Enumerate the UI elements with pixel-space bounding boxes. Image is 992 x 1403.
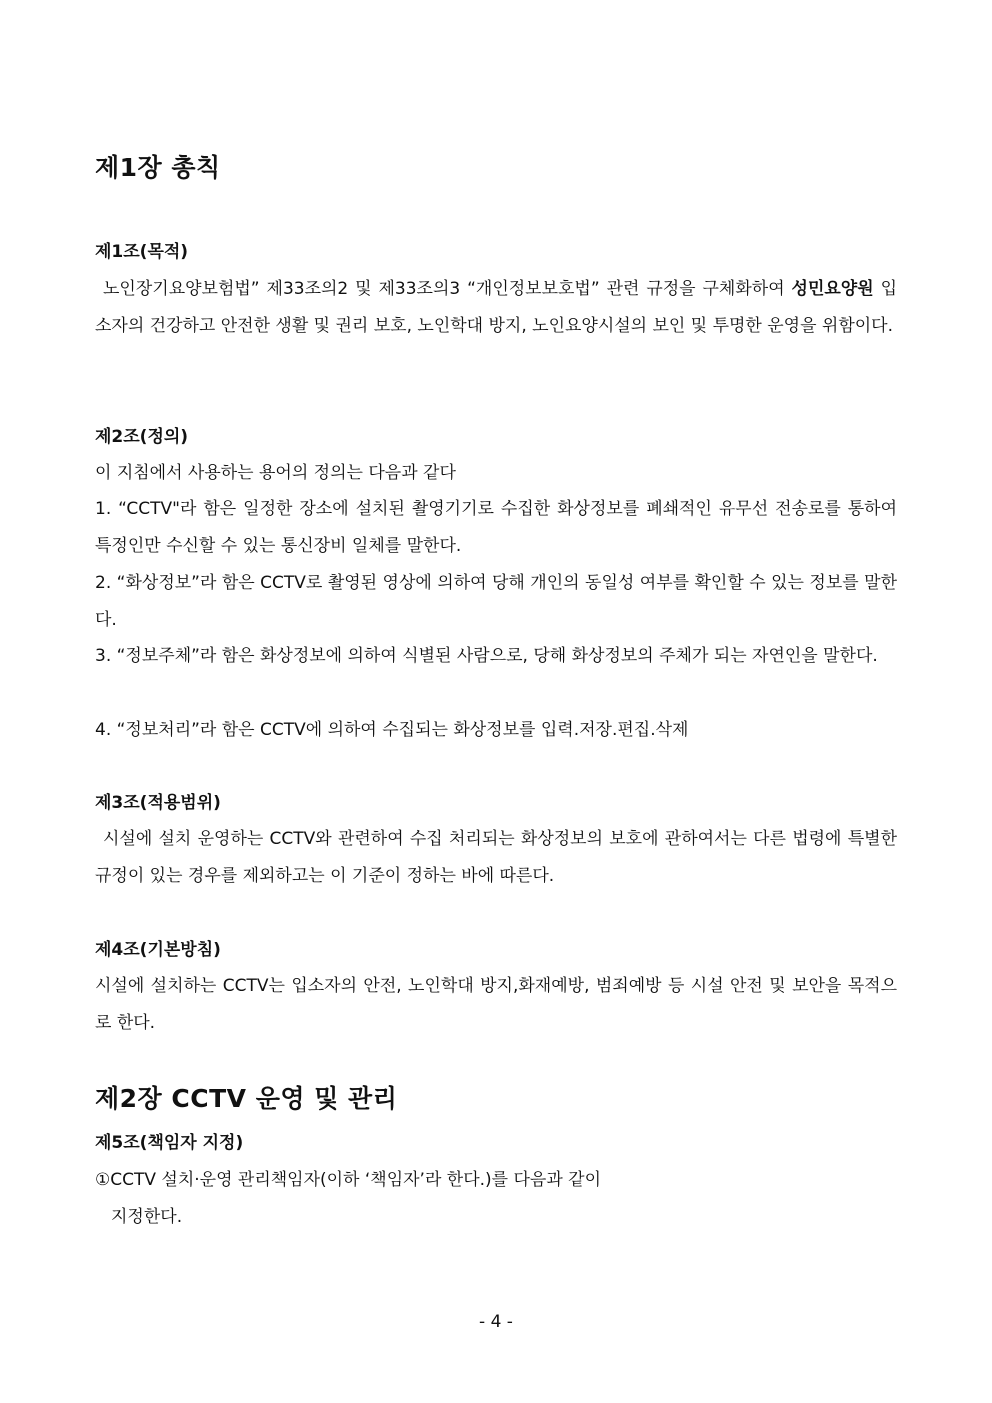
article-1-title: 제1조(목적)	[95, 242, 189, 262]
article-2-item-2: 2. “화상정보”라 함은 CCTV로 촬영된 영상에 의하여 당해 개인의 동일성 여부를 확인할 수 있는 정보를 말한다.	[95, 573, 897, 630]
article-4-title: 제4조(기본방침)	[95, 940, 221, 960]
article-5-title: 제5조(책임자 지정)	[95, 1133, 244, 1153]
article-2-item-4: 4. “정보처리”라 함은 CCTV에 의하여 수집되는 화상정보를 입력.저장.편집.삭제	[95, 720, 689, 740]
chapter-1-title: 제1장 총칙	[95, 153, 221, 182]
article-2-item-1: 1. “CCTV"라 함은 일정한 장소에 설치된 촬영기기로 수집한 화상정보를 폐쇄적인 유무선 전송로를 통하여 특정인만 수신할 수 있는 통신장비 일체를 말한다.	[95, 499, 897, 556]
facility-name: 성민요양원	[791, 279, 874, 299]
article-5-line-1: ①CCTV 설치·운영 관리책임자(이하 ‘책임자’라 한다.)를 다음과 같이	[95, 1170, 602, 1190]
article-3-title: 제3조(적용범위)	[95, 793, 221, 813]
article-2-intro: 이 지침에서 사용하는 용어의 정의는 다음과 같다	[95, 463, 456, 483]
article-2-title: 제2조(정의)	[95, 427, 189, 447]
article-1-text-a: 노인장기요양보험법” 제33조의2 및 제33조의3 “개인정보보호법” 관련 규정을 구체화하여	[103, 279, 792, 299]
article-3-text: 시설에 설치 운영하는 CCTV와 관련하여 수집 처리되는 화상정보의 보호에 관하여서는 다른 법령에 특별한 규정이 있는 경우를 제외하고는 이 기준이 정하는 바에 따른다.	[95, 829, 897, 886]
article-1-text	[95, 271, 897, 345]
page-number: - 4 -	[479, 1312, 513, 1332]
chapter-2-title: 제2장 CCTV 운영 및 관리	[95, 1084, 398, 1113]
article-5-line-2: 지정한다.	[111, 1207, 183, 1227]
article-4-text: 시설에 설치하는 CCTV는 입소자의 안전, 노인학대 방지,화재예방, 범죄예방 등 시설 안전 및 보안을 목적으로 한다.	[95, 976, 897, 1033]
article-2-item-3: 3. “정보주체”라 함은 화상정보에 의하여 식별된 사람으로, 당해 화상정보의 주체가 되는 자연인을 말한다.	[95, 646, 878, 666]
article-1-text-b: 입소자의 건강하고 안전한 생활 및 권리 보호, 노인학대 방지, 노인요양시설의 보인 및 투명한 운영을 위함이다.	[95, 279, 897, 336]
